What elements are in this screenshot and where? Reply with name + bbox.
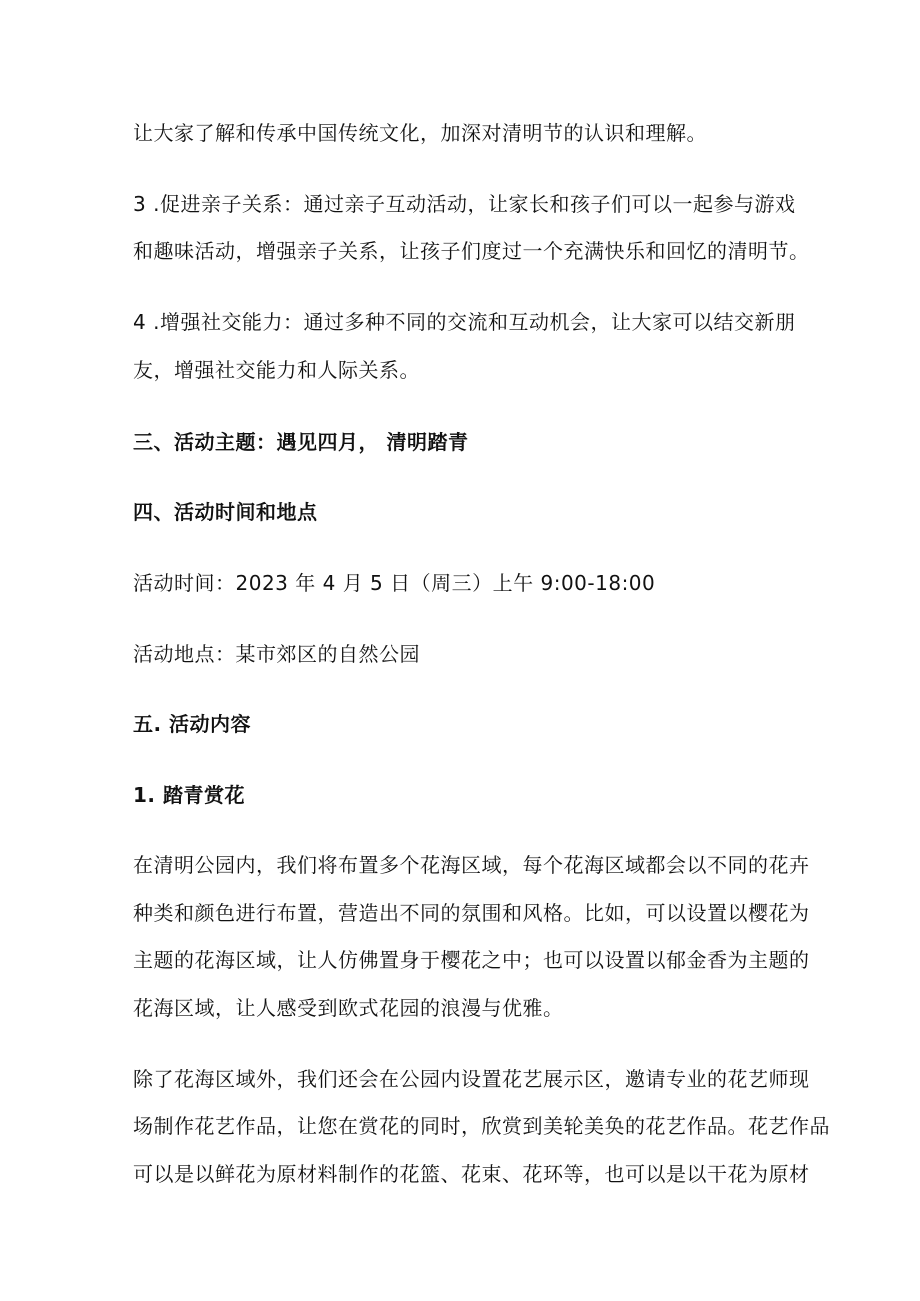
item-3-line-2: 和趣味活动，增强亲子关系，让孩子们度过一个充满快乐和回忆的清明节。 — [133, 239, 810, 263]
flower-paragraph-line-4: 花海区域，让人感受到欧式花园的浪漫与优雅。 — [133, 996, 564, 1020]
floral-art-paragraph-line-2: 场制作花艺作品，让您在赏花的同时，欣赏到美轮美奂的花艺作品。花艺作品 — [133, 1114, 830, 1138]
item-4-line-1: 4 .增强社交能力：通过多种不同的交流和互动机会，让大家可以结交新朋 — [133, 310, 796, 334]
item-4-line-2: 友，增强社交能力和人际关系。 — [133, 358, 420, 382]
section-4-heading: 四、活动时间和地点 — [133, 500, 318, 524]
paragraph-line-cultural-understanding: 让大家了解和传承中国传统文化，加深对清明节的认识和理解。 — [133, 121, 707, 145]
section-3-heading: 三、活动主题：遇见四月， 清明踏青 — [133, 430, 469, 454]
flower-paragraph-line-3: 主题的花海区域，让人仿佛置身于樱花之中；也可以设置以郁金香为主题的 — [133, 948, 810, 972]
floral-art-paragraph-line-3: 可以是以鲜花为原材料制作的花篮、花束、花环等，也可以是以干花为原材 — [133, 1162, 810, 1186]
flower-paragraph-line-1: 在清明公园内，我们将布置多个花海区域，每个花海区域都会以不同的花卉 — [133, 853, 810, 877]
subsection-1-heading: 1. 踏青赏花 — [133, 783, 245, 807]
section-5-heading: 五. 活动内容 — [133, 712, 252, 736]
flower-paragraph-line-2: 种类和颜色进行布置，营造出不同的氛围和风格。比如，可以设置以樱花为 — [133, 901, 810, 925]
item-3-line-1: 3 .促进亲子关系：通过亲子互动活动，让家长和孩子们可以一起参与游戏 — [133, 192, 796, 216]
activity-time-line: 活动时间：2023 年 4 月 5 日（周三）上午 9:00-18:00 — [133, 571, 656, 595]
activity-location-line: 活动地点：某市郊区的自然公园 — [133, 642, 420, 666]
floral-art-paragraph-line-1: 除了花海区域外，我们还会在公园内设置花艺展示区，邀请专业的花艺师现 — [133, 1067, 810, 1091]
